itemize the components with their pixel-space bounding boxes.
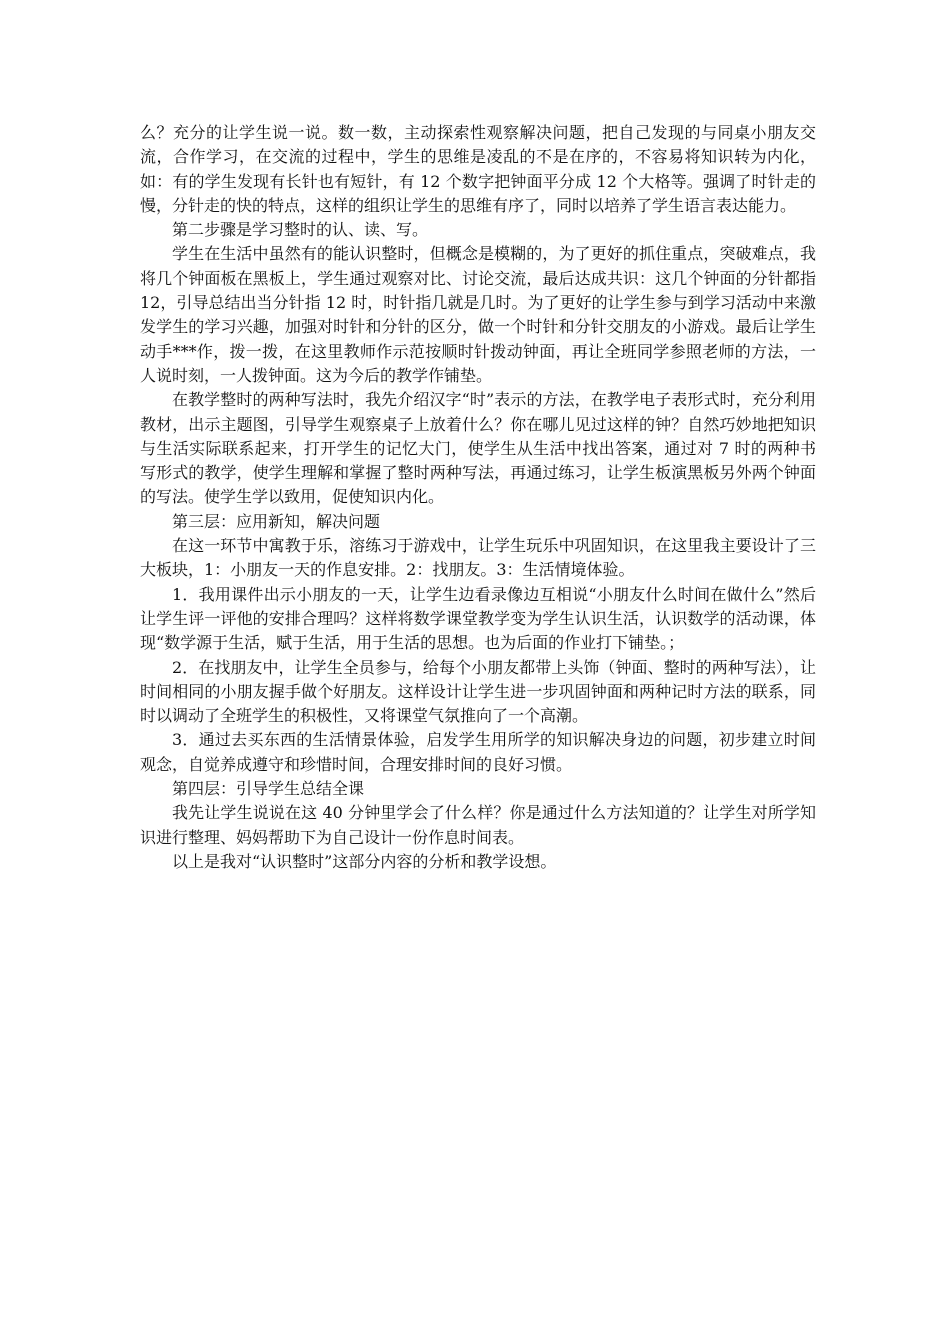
section-heading-layer-three: 第三层：应用新知，解决问题 <box>172 511 381 531</box>
section-heading-step-two: 第二步骤是学习整时的认、读、写。 <box>172 220 429 240</box>
paragraph-continuation: 么？充分的让学生说一说。数一数，主动探索性观察解决问题，把自己发现的与同桌小朋友交流，合作学习，在交流的过程中，学生的思维是凌乱的不是在序的，不容易将知识转为内化，如：有的学生发现有长针也有短针，有 12 个数字把钟面平分成 12 个大格等。强调了时针走的慢，分针走的快的特点，这样的组织让学生的思维有序了，同时以培养了学生语言表达能力。 <box>140 123 816 215</box>
paragraph: 学生在生活中虽然有的能认识整时，但概念是模糊的，为了更好的抓住重点，突破难点，我将几个钟面板在黑板上，学生通过观察对比、讨论交流，最后达成共识：这几个钟面的分针都指 12，引导总结出当分针指 12 时，时针指几就是几时。为了更好的让学生参与到学习活动中来激发学生的学习兴趣，加强对时针和分针的区分，做一个时针和分针交朋友的小游戏。最后让学生动手***作，拨一拨，在这里教师作示范按顺时针拨动钟面，再让全班同学参照老师的方法，一人说时刻，一人拨钟面。这为今后的教学作铺垫。 <box>140 244 816 385</box>
list-item: 3．通过去买东西的生活情景体验，启发学生用所学的知识解决身边的问题，初步建立时间观念，自觉养成遵守和珍惜时间，合理安排时间的良好习惯。 <box>140 730 816 774</box>
section-heading-layer-four: 第四层：引导学生总结全课 <box>172 779 365 799</box>
document-body <box>140 121 816 874</box>
list-item: 2．在找朋友中，让学生全员参与，给每个小朋友都带上头饰（钟面、整时的两种写法），让时间相同的小朋友握手做个好朋友。这样设计让学生进一步巩固钟面和两种记时方法的联系，同时以调动了全班学生的积极性，又将课堂气氛推向了一个高潮。 <box>140 657 816 726</box>
paragraph: 在教学整时的两种写法时，我先介绍汉字“时”表示的方法，在教学电子表形式时，充分利用教材，出示主题图，引导学生观察桌子上放着什么？你在哪儿见过这样的钟？自然巧妙地把知识与生活实际联系起来，打开学生的记忆大门，使学生从生活中找出答案，通过对 7 时的两种书写形式的教学，使学生理解和掌握了整时两种写法，再通过练习，让学生板演黑板另外两个钟面的写法。使学生学以致用，促使知识内化。 <box>140 390 816 507</box>
closing-paragraph: 以上是我对“认识整时”这部分内容的分析和教学设想。 <box>172 851 557 871</box>
paragraph: 在这一环节中寓教于乐，溶练习于游戏中，让学生玩乐中巩固知识，在这里我主要设计了三大板块，1：小朋友一天的作息安排。2：找朋友。3：生活情境体验。 <box>140 536 816 580</box>
paragraph: 我先让学生说说在这 40 分钟里学会了什么样？你是通过什么方法知道的？让学生对所学知识进行整理、妈妈帮助下为自己设计一份作息时间表。 <box>140 803 816 847</box>
list-item: 1．我用课件出示小朋友的一天，让学生边看录像边互相说“小朋友什么时间在做什么”然后让学生评一评他的安排合理吗？这样将数学课堂教学变为学生认识生活，认识数学的活动课，体现“数学源于生活，赋于生活，用于生活的思想。也为后面的作业打下铺垫。； <box>140 584 816 653</box>
